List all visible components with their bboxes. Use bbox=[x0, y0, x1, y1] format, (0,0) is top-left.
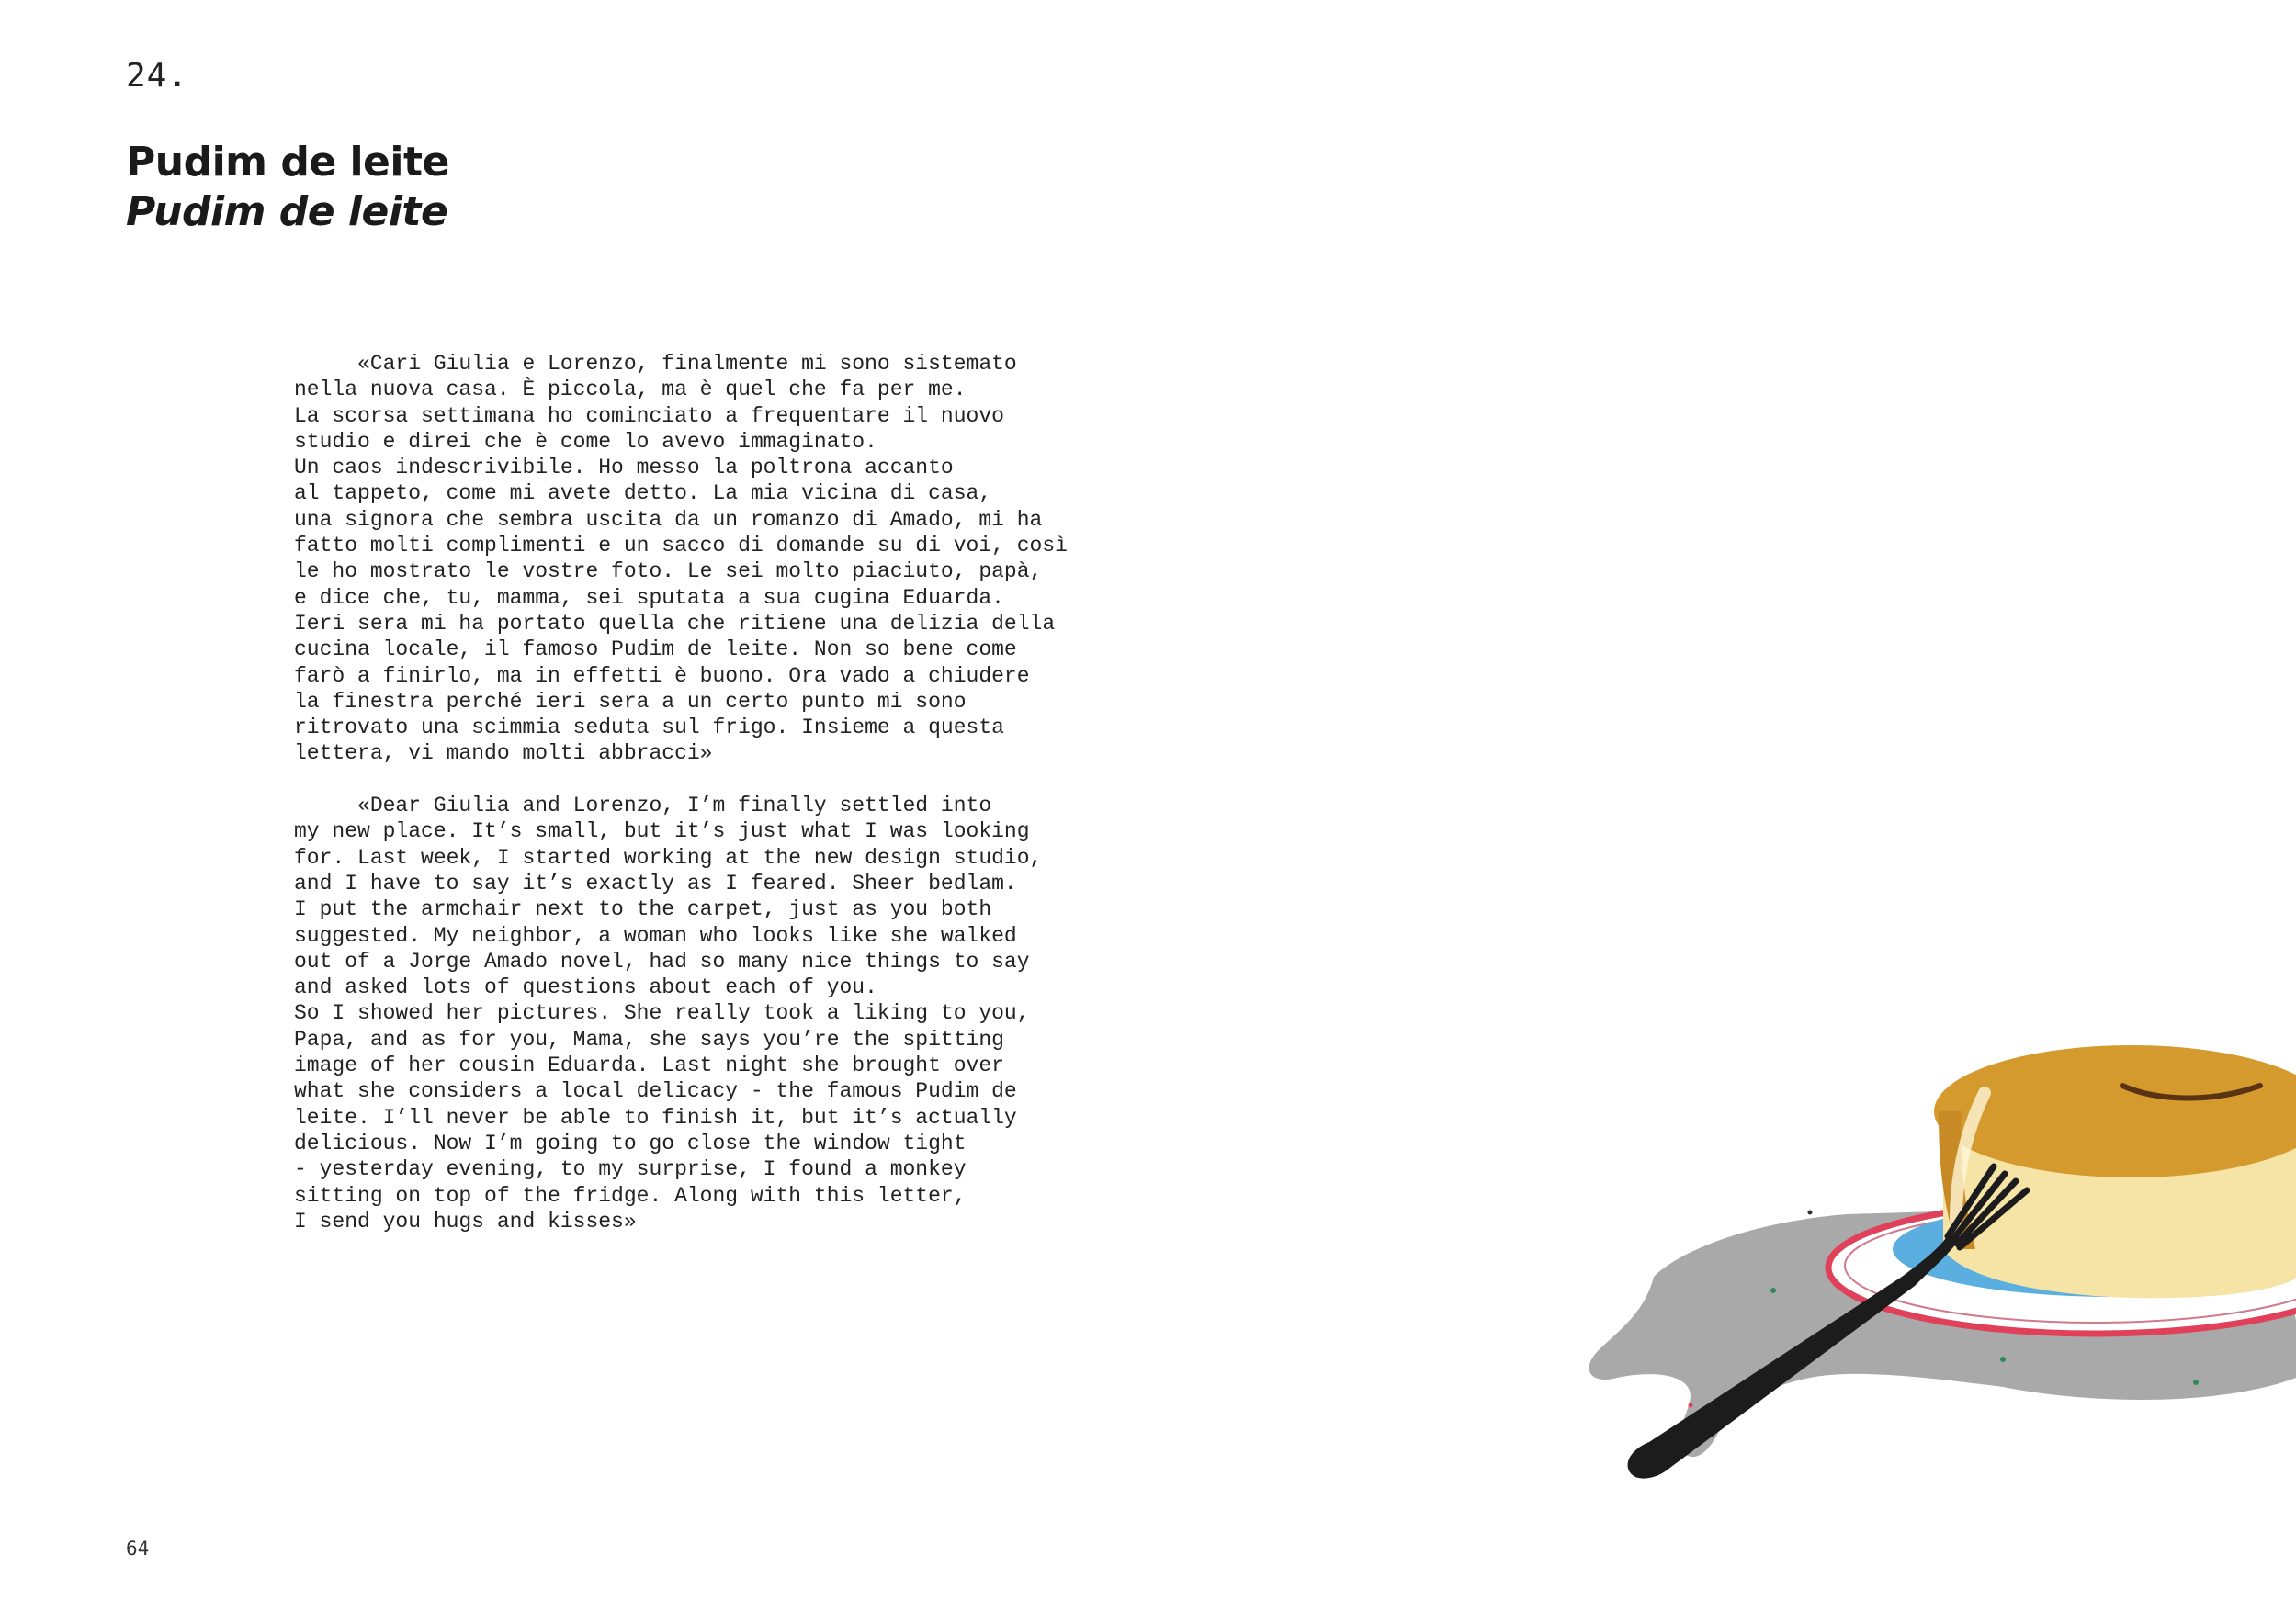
pudding-on-plate-with-fork-illustration bbox=[1580, 974, 2296, 1506]
recipe-title bbox=[126, 138, 449, 237]
speckle bbox=[1689, 1403, 1693, 1408]
recipe-number: 24. bbox=[126, 57, 189, 95]
speckle bbox=[1770, 1288, 1776, 1293]
letter-paragraph-english: «Dear Giulia and Lorenzo, I’m finally settled into my new place. It’s small, but it’s just what I was looking for. Last week, I started working at the new design studio, and I have to say it’s exactly as I feared. Sheer bedlam. I put the armchair next to the carpet, just as you both suggested. My neighbor, a woman who looks like she walked out of a Jorge Amado novel, had so many nice things to say and asked lots of questions about each of you. So I showed her pictures. She really took a liking to you, Papa, and as for you, Mama, she says you’re the spitting image of her cousin Eduarda. Last night she brought over what she considers a local delicacy - the famous Pudim de leite. I’ll never be able to finish it, but it’s actually delicious. Now I’m going to go close the window tight - yesterday evening, to my surprise, I found a monkey sitting on top of the fridge. Along with this letter, I send you hugs and kisses» bbox=[294, 794, 1043, 1234]
recipe-title-italian: Pudim de leite bbox=[126, 139, 449, 186]
letter-text bbox=[294, 351, 1084, 1234]
recipe-title-english: Pudim de leite bbox=[126, 188, 448, 235]
letter-paragraph-italian: «Cari Giulia e Lorenzo, finalmente mi sono sistemato nella nuova casa. È piccola, ma è quel che fa per me. La scorsa settimana ho cominciato a frequentare il nuovo studio e direi che è come lo avevo immaginato. Un caos indescrivibile. Ho messo la poltrona accanto al tappeto, come mi avete detto. La mia vicina di casa, una signora che sembra uscita da un romanzo di Amado, mi ha fatto molti complimenti e un sacco di domande su di voi, così le ho mostrato le vostre foto. Le sei molto piaciuto, papà, e dice che, tu, mamma, sei sputata a sua cugina Eduarda. Ieri sera mi ha portato quella che ritiene una delizia della cucina locale, il famoso Pudim de leite. Non so bene come farò a finirlo, ma in effetti è buono. Ora vado a chiudere la finestra perché ieri sera a un certo punto mi sono ritrovato una scimmia seduta sul frigo. Insieme a questa lettera, vi mando molti abbracci» bbox=[294, 352, 1068, 766]
speckle bbox=[1808, 1211, 1813, 1215]
page-number: 64 bbox=[126, 1538, 150, 1560]
speckle bbox=[2000, 1357, 2006, 1362]
speckle bbox=[2193, 1380, 2199, 1385]
